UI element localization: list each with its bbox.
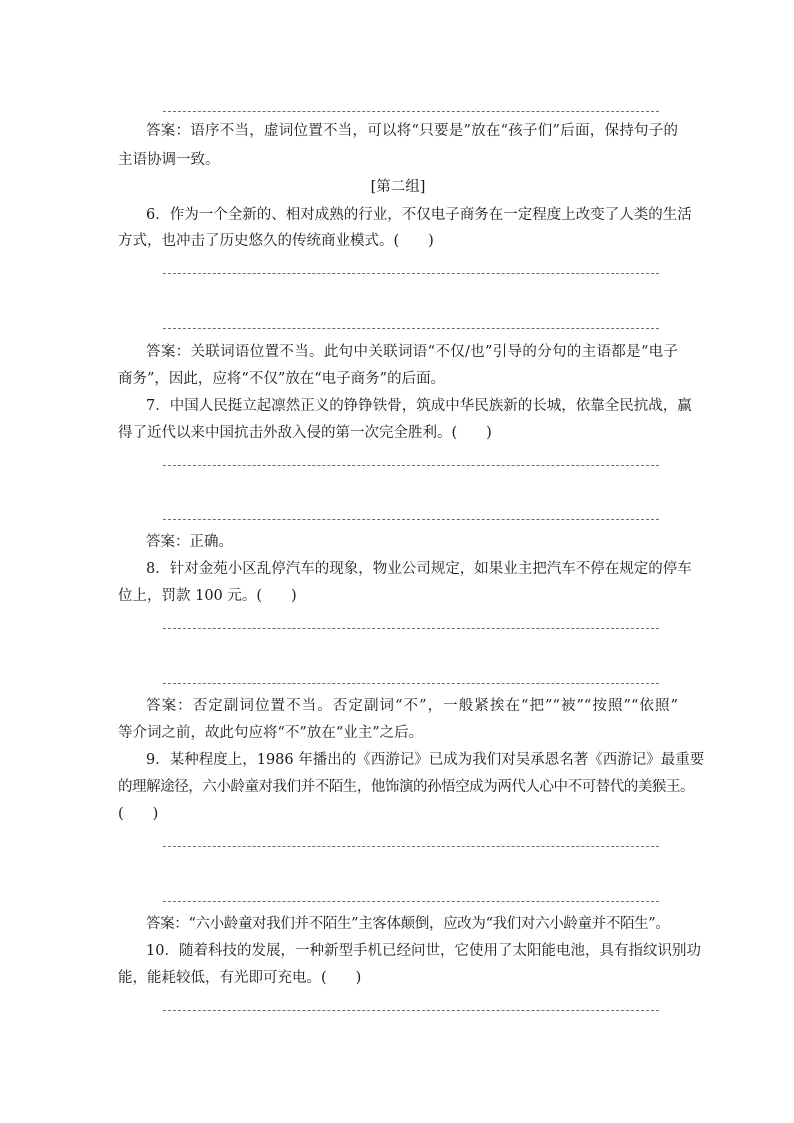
answer-line <box>163 519 659 520</box>
question-6: 6．作为一个全新的、相对成熟的行业，不仅电子商务在一定程度上改变了人类的生活 <box>146 207 692 223</box>
question-9: ( ) <box>118 806 159 822</box>
answer-line <box>163 465 659 466</box>
answer-line <box>163 111 659 112</box>
answer-line <box>163 328 659 329</box>
question-6: 方式，也冲击了历史悠久的传统商业模式。( ) <box>118 233 434 249</box>
question-9: 的理解途径，六小龄童对我们并不陌生，他饰演的孙悟空成为两代人心中不可替代的美猴王。 <box>118 779 695 795</box>
answer-6: 答案：关联词语位置不当。此句中关联词语“不仅/也”引导的分句的主语都是“电子 <box>146 344 678 360</box>
answer-8: 答案：否定副词位置不当。否定副词“不”，一般紧挨在“把”“被”“按照”“依照” <box>146 698 678 714</box>
question-10: 10．随着科技的发展，一种新型手机已经问世，它使用了太阳能电池，具有指纹识别功 <box>146 943 701 959</box>
answer-9: 答案：“六小龄童对我们并不陌生”主客体颠倒，应改为“我们对六小龄童并不陌生”。 <box>146 916 670 932</box>
answer-6: 商务”，因此，应将“不仅”放在“电子商务”的后面。 <box>118 371 446 387</box>
answer-7: 答案：正确。 <box>146 534 233 550</box>
question-9: 9．某种程度上，1986 年播出的《西游记》已成为我们对吴承恩名著《西游记》最重要 <box>146 752 705 768</box>
answer-line <box>163 273 659 274</box>
answer-text: 答案：语序不当，虚词位置不当，可以将“只要是”放在“孩子们”后面，保持句子的 <box>146 123 678 139</box>
group-heading: [第二组] <box>370 179 426 195</box>
question-8: 位上，罚款 100 元。( ) <box>118 588 297 604</box>
question-8: 8．针对金苑小区乱停汽车的现象，物业公司规定，如果业主把汽车不停在规定的停车 <box>146 561 692 577</box>
answer-line <box>163 901 659 902</box>
answer-line <box>163 846 659 847</box>
question-10: 能，能耗较低，有光即可充电。( ) <box>118 970 362 986</box>
question-7: 得了近代以来中国抗击外敌入侵的第一次完全胜利。( ) <box>118 425 492 441</box>
answer-8: 等介词之前，故此句应将“不”放在“业主”之后。 <box>118 725 424 741</box>
answer-line <box>163 1010 659 1011</box>
question-7: 7．中国人民挺立起凛然正义的铮铮铁骨，筑成中华民族新的长城，依靠全民抗战，赢 <box>146 398 692 414</box>
answer-line <box>163 628 659 629</box>
answer-text: 主语协调一致。 <box>118 152 220 168</box>
answer-line <box>163 683 659 684</box>
